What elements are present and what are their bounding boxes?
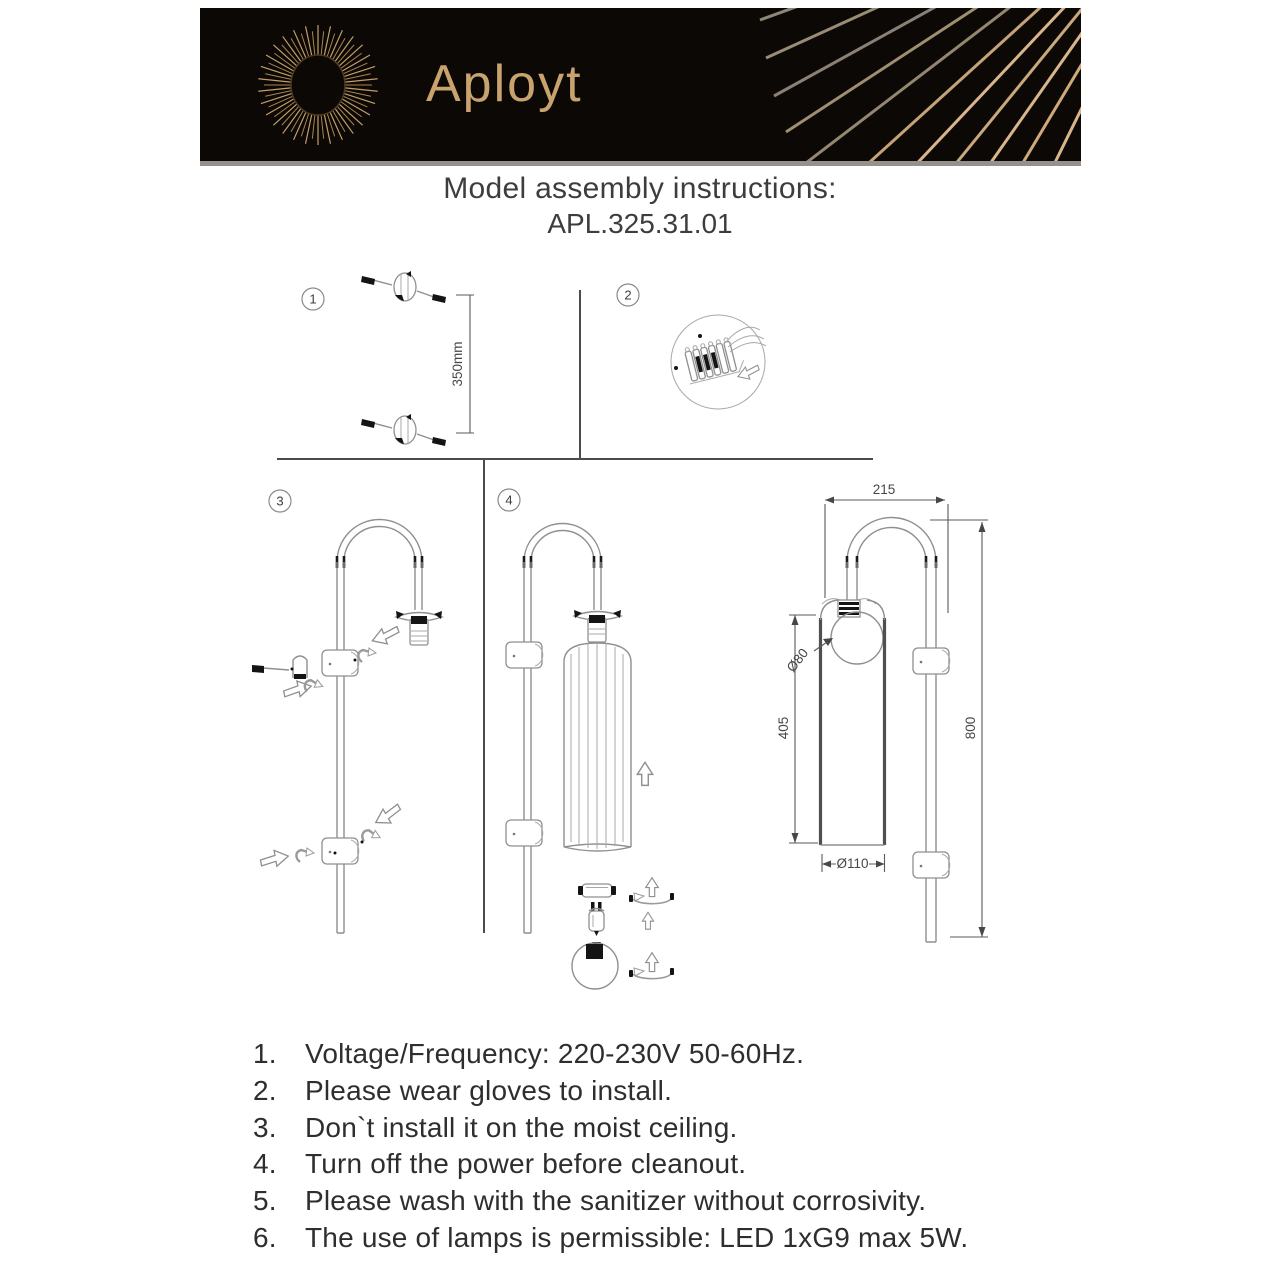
step-1-badge bbox=[302, 288, 324, 310]
step-3-number: 3 bbox=[276, 493, 284, 509]
dim-total-height: 800 bbox=[963, 716, 978, 740]
pole-clamp-bottom bbox=[322, 838, 359, 864]
step-2-badge bbox=[617, 284, 639, 306]
assembly-diagram bbox=[0, 250, 1280, 1036]
pole-clamp-bottom bbox=[913, 852, 950, 878]
brand-logo-text: Aployt bbox=[426, 55, 583, 113]
panel-1-wall-anchors bbox=[302, 271, 474, 446]
wall-anchor-bottom-icon bbox=[361, 414, 446, 446]
dim-shade-diameter: Ø110 bbox=[836, 856, 869, 871]
dim-shade-height: 405 bbox=[776, 716, 791, 740]
step-4-number: 4 bbox=[505, 492, 513, 508]
ray-decoration bbox=[760, 8, 1081, 161]
pole-clamp-top bbox=[913, 648, 950, 674]
bulb-circle bbox=[831, 612, 883, 664]
banner-art bbox=[200, 8, 1081, 161]
list-item bbox=[253, 1146, 968, 1183]
pole-clamp-top bbox=[506, 642, 543, 668]
list-item bbox=[253, 1219, 968, 1256]
item-text: Turn off the power before cleanout. bbox=[305, 1148, 747, 1180]
wall-bracket-icon bbox=[252, 656, 307, 679]
dim-top-width: 215 bbox=[872, 482, 896, 497]
sunburst-logo-icon bbox=[258, 25, 379, 145]
item-text: Voltage/Frequency: 220-230V 50-60Hz. bbox=[305, 1038, 805, 1070]
item-number: 2. bbox=[253, 1075, 277, 1107]
wires bbox=[726, 327, 766, 352]
dimension-drawing bbox=[776, 482, 988, 942]
list-item bbox=[253, 1036, 968, 1073]
pole-clamp-bottom bbox=[506, 820, 543, 846]
page-title: Model assembly instructions: bbox=[443, 172, 837, 205]
item-number: 4. bbox=[253, 1148, 277, 1180]
retainer-ring-icon bbox=[578, 884, 616, 897]
wall-anchor-top-icon bbox=[361, 271, 446, 303]
insert-arrow-icon bbox=[736, 363, 761, 383]
panel-3-frame-assembly bbox=[252, 490, 442, 933]
brand-banner bbox=[200, 8, 1081, 166]
step-2-number: 2 bbox=[624, 287, 632, 303]
dim-bulb-diameter: Ø80 bbox=[783, 645, 812, 675]
ribbed-glass-shade bbox=[564, 643, 631, 851]
item-text: Don`t install it on the moist ceiling. bbox=[305, 1111, 738, 1143]
step-3-badge bbox=[269, 490, 291, 512]
item-number: 5. bbox=[253, 1185, 277, 1217]
step-1-number: 1 bbox=[309, 291, 317, 307]
model-number: APL.325.31.01 bbox=[547, 208, 733, 239]
terminal-block-icon bbox=[681, 335, 746, 384]
g9-bulb-icon bbox=[589, 902, 604, 949]
item-text: The use of lamps is permissible: LED 1xG9 max 5W. bbox=[305, 1221, 969, 1253]
item-text: Please wear gloves to install. bbox=[305, 1075, 673, 1107]
glass-globe-icon bbox=[572, 943, 618, 989]
list-item bbox=[253, 1183, 968, 1220]
list-item bbox=[253, 1073, 968, 1110]
list-item bbox=[253, 1109, 968, 1146]
item-number: 3. bbox=[253, 1111, 277, 1143]
panel-2-wiring-detail bbox=[617, 284, 766, 409]
dim-wall-spacing: 350mm bbox=[450, 341, 465, 387]
panel-4-shade-assembly bbox=[498, 489, 674, 989]
item-text: Please wash with the sanitizer without corrosivity. bbox=[305, 1185, 927, 1217]
item-number: 1. bbox=[253, 1038, 277, 1070]
pole-clamp-top bbox=[322, 650, 359, 676]
item-number: 6. bbox=[253, 1221, 277, 1253]
instruction-list bbox=[253, 1036, 968, 1256]
step-4-badge bbox=[498, 489, 520, 511]
